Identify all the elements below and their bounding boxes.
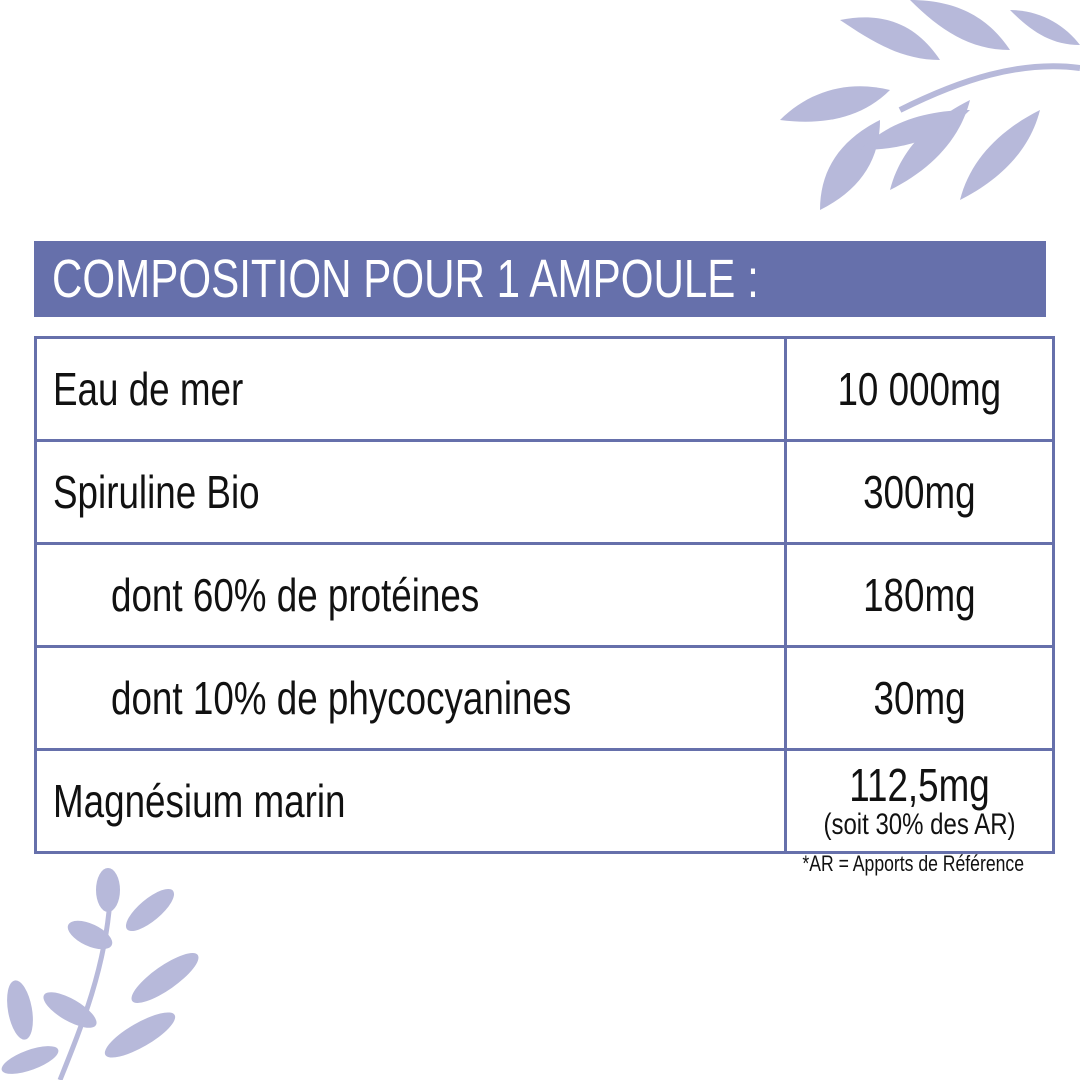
quantity-cell	[786, 750, 1054, 853]
ingredient-cell	[36, 441, 786, 544]
ingredient-quantity: 300mg	[863, 466, 976, 518]
table-row	[36, 750, 1054, 853]
ingredient-quantity: 10 000mg	[837, 363, 1002, 415]
table-row	[36, 647, 1054, 750]
quantity-cell	[786, 544, 1054, 647]
ingredient-cell	[36, 750, 786, 853]
ingredient-name: dont 10% de phycocyanines	[111, 672, 572, 724]
leaf-branch-bottom-left-icon	[0, 860, 220, 1080]
table-row	[36, 338, 1054, 441]
ingredient-cell	[36, 647, 786, 750]
footnote: *AR = Apports de Référence	[802, 851, 1024, 876]
ingredient-quantity: 30mg	[873, 672, 966, 724]
quantity-cell	[786, 338, 1054, 441]
ingredient-name: dont 60% de protéines	[111, 569, 480, 621]
ingredient-quantity: 112,5mg	[849, 759, 990, 811]
ingredient-cell	[36, 544, 786, 647]
quantity-note: (soit 30% des AR)	[823, 808, 1016, 841]
ingredient-name: Spiruline Bio	[53, 466, 260, 518]
quantity-cell	[786, 441, 1054, 544]
composition-title: COMPOSITION POUR 1 AMPOULE :	[52, 249, 759, 309]
ingredient-cell	[36, 338, 786, 441]
table-row	[36, 441, 1054, 544]
quantity-cell	[786, 647, 1054, 750]
quantity-stack	[814, 759, 1026, 841]
table-row	[36, 544, 1054, 647]
ingredient-quantity: 180mg	[863, 569, 976, 621]
composition-table	[34, 336, 1055, 854]
ingredient-name: Eau de mer	[53, 363, 244, 415]
leaf-branch-top-right-icon	[780, 0, 1080, 230]
ingredient-name: Magnésium marin	[53, 775, 346, 827]
composition-title-bar	[34, 241, 1046, 317]
